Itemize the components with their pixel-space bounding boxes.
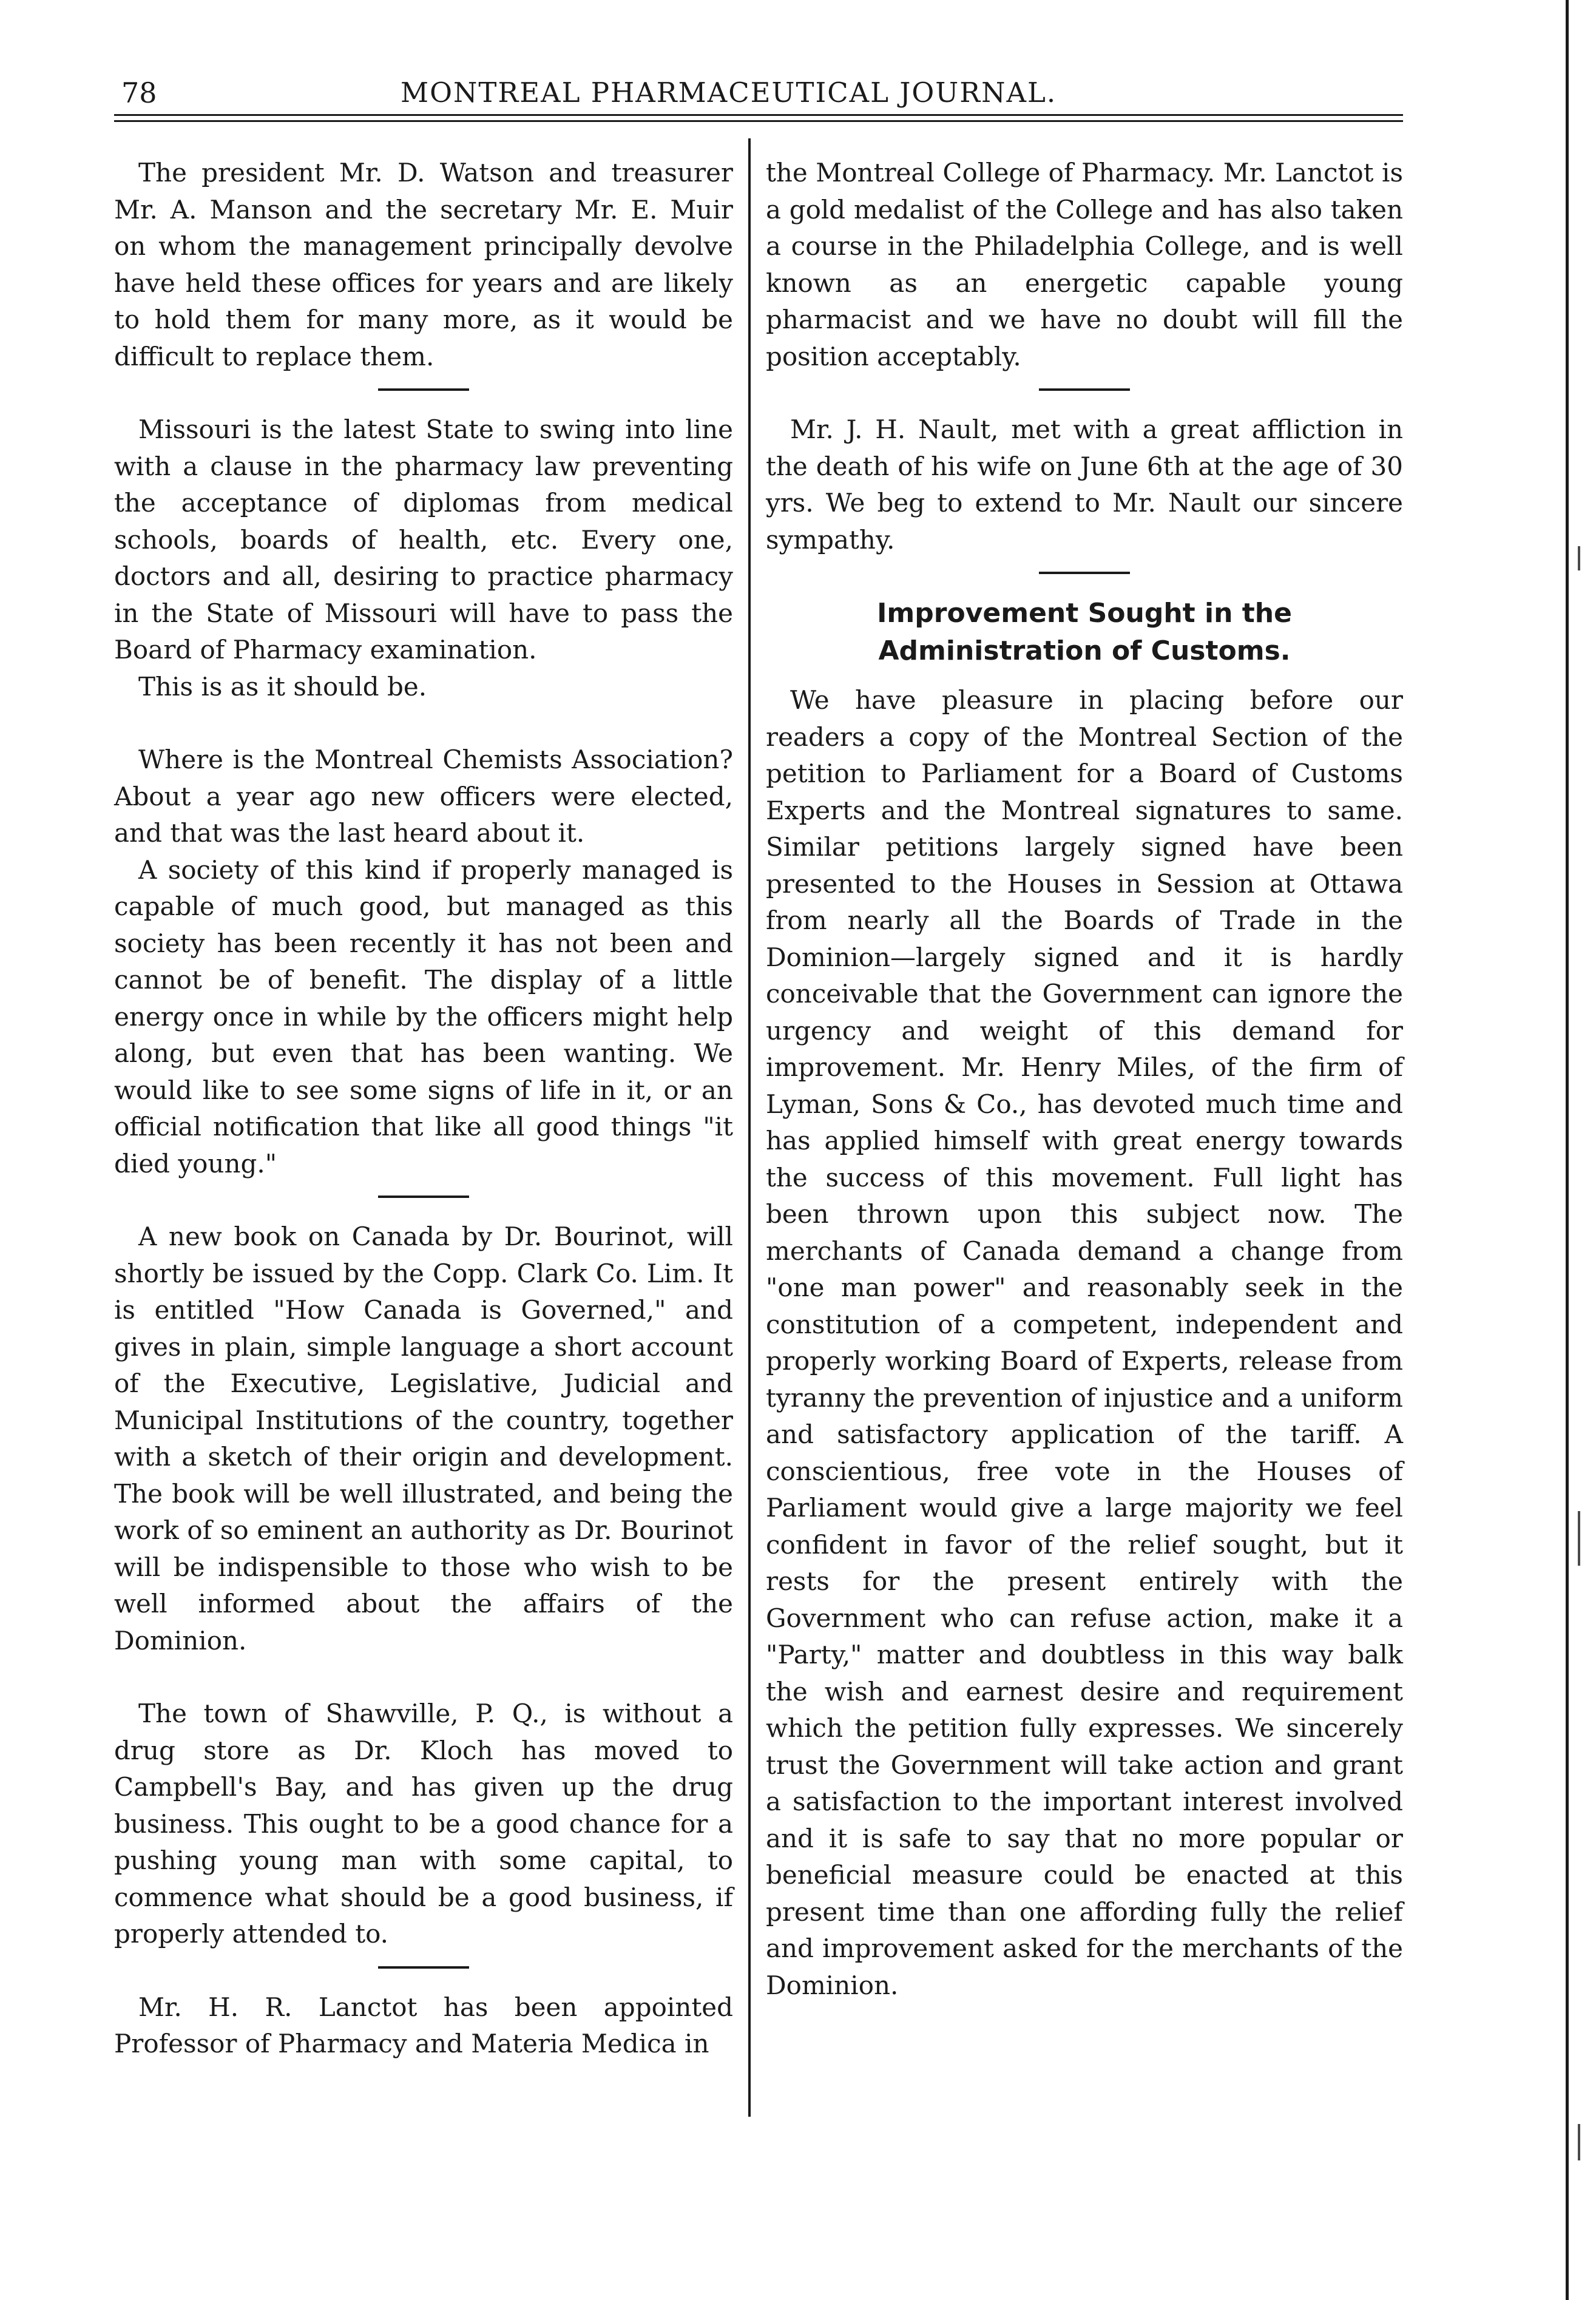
paragraph-lanctot-continued: the Montreal College of Pharmacy. Mr. Lanctot is a gold medalist of the College and has also taken a course in the Philadelphia College, and is well known as an energetic capable young pharmacist and we have no doubt will fill the position acceptably. bbox=[766, 158, 1403, 371]
edge-mark bbox=[1578, 1511, 1580, 1566]
header-rule-bottom bbox=[114, 120, 1403, 122]
paragraph-society: A society of this kind if properly managed is capable of much good, but managed as this society has been recently it has not been and cannot be of benefit. The display of a little energy once in while by the officers might help along, but even that has been wanting. We would like to see some signs of life in it, or an official notification that like all good things "it died young." bbox=[114, 854, 733, 1179]
paragraph-nault: Mr. J. H. Nault, met with a great affliction in the death of his wife on June 6th at the age of 30 yrs. We beg to extend to Mr. Nault our sincere sympathy. bbox=[766, 414, 1403, 555]
left-column bbox=[114, 155, 733, 2063]
section-separator bbox=[1039, 572, 1130, 574]
journal-title: MONTREAL PHARMACEUTICAL JOURNAL. bbox=[401, 76, 1057, 109]
page-edge-line bbox=[1566, 0, 1569, 2300]
paragraph-chemists-association: Where is the Montreal Chemists Association? About a year ago new officers were elected, and that was the last heard about it. bbox=[114, 745, 733, 848]
article-heading: Improvement Sought in the Administration of Customs. bbox=[877, 598, 1292, 666]
paragraph-customs-petition: We have pleasure in placing before our readers a copy of the Montreal Section of the petition to Parliament for a Board of Customs Experts and the Montreal signatures to same. Similar petitions largely signed have been presented to the Houses in Session at Ottawa from nearly all the Boards of Trade in the Dominion—largely signed and it is hardly conceivable that the Government can ignore the urgency and weight of this demand for improvement. Mr. Henry Miles, of the firm of Lyman, Sons & Co., has devoted much time and has applied himself with great energy towards the success of this movement. Full light has been thrown upon this subject now. The merchants of Canada demand a change from "one man power" and reasonably seek in the constitution of a competent, independent and properly working Board of Experts, release from tyranny the prevention of injustice and a uniform and satisfactory application of the tariff. A conscientious, free vote in the Houses of Parliament would give a large majority we feel confident in favor of the relief sought, but it rests for the present entirely with the Government who can refuse action, make it a "Party," matter and doubtless in this way balk the wish and earnest desire and requirement which the petition fully expresses. We sincerely trust the Government will take action and grant a satisfaction to the important interest involved and it is safe to say that no more popular or beneficial measure could be enacted at this present time than one affording fully the relief and improvement asked for the merchants of the Dominion. bbox=[766, 685, 1403, 2000]
paragraph-bourinot-book: A new book on Canada by Dr. Bourinot, will shortly be issued by the Copp. Clark Co. Lim. It is entitled "How Canada is Governed," and gives in plain, simple language a short account of the Executive, Legislative, Judicial and Municipal Institutions of the country, together with a sketch of their origin and development. The book will be well illustrated, and being the work of so eminent an authority as Dr. Bourinot will be indispensible to those who wish to be well informed about the affairs of the Dominion. bbox=[114, 1222, 733, 1656]
right-column bbox=[766, 155, 1403, 2004]
section-separator bbox=[378, 388, 469, 391]
edge-mark bbox=[1578, 546, 1580, 570]
running-header bbox=[79, 64, 1426, 112]
paragraph-missouri: Missouri is the latest State to swing into line with a clause in the pharmacy law preventing the acceptance of diplomas from medical schools, boards of health, etc. Every one, doctors and all, desiring to practice pharmacy in the State of Missouri will have to pass the Board of Pharmacy examination. bbox=[114, 414, 733, 665]
section-separator bbox=[378, 1966, 469, 1969]
edge-mark bbox=[1578, 2124, 1580, 2160]
paragraph-shawville: The town of Shawville, P. Q., is without a drug store as Dr. Kloch has moved to Campbell's Bay, and has given up the drug business. This ought to be a good chance for a pushing young man with some capital, to commence what should be a good business, if properly attended to. bbox=[114, 1699, 733, 1949]
section-separator bbox=[378, 1196, 469, 1198]
header-rule-top bbox=[114, 114, 1403, 116]
section-separator bbox=[1039, 388, 1130, 391]
paragraph-should-be: This is as it should be. bbox=[138, 671, 427, 702]
column-divider bbox=[748, 138, 751, 2117]
paragraph-lanctot: Mr. H. R. Lanctot has been appointed Professor of Pharmacy and Materia Medica in bbox=[114, 1992, 733, 2058]
paragraph-officers: The president Mr. D. Watson and treasurer Mr. A. Manson and the secretary Mr. E. Muir on whom the management principally devolve have held these offices for years and are likely to hold them for many more, as it would be difficult to replace them. bbox=[114, 158, 733, 371]
page-number: 78 bbox=[121, 76, 157, 109]
